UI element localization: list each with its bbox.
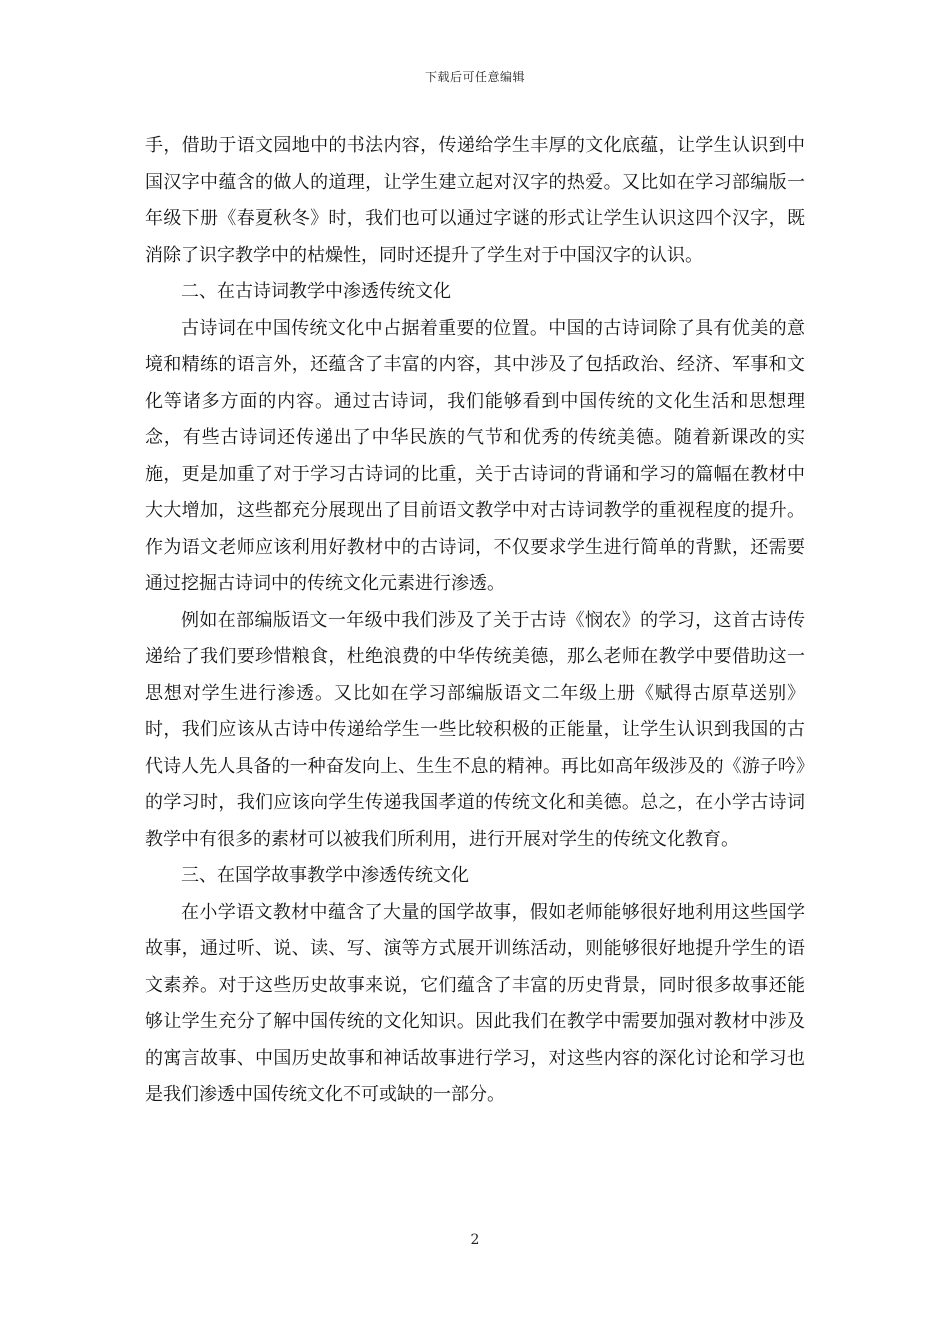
paragraph-ancient-poetry-examples: 例如在部编版语文一年级中我们涉及了关于古诗《悯农》的学习，这首古诗传递给了我们要珍惜粮食，杜绝浪费的中华传统美德，那么老师在教学中要借助这一思想对学生进行渗透。又比如在学习部编版语文二年级上册《赋得古原草送别》时，我们应该从古诗中传递给学生一些比较积极的正能量，让学生认识到我国的古代诗人先人具备的一种奋发向上、生生不息的精神。再比如高年级涉及的《游子吟》的学习时，我们应该向学生传递我国孝道的传统文化和美德。总之，在小学古诗词教学中有很多的素材可以被我们所利用，进行开展对学生的传统文化教育。 — [145, 609, 805, 850]
paragraph-ancient-poetry-intro: 古诗词在中国传统文化中占据着重要的位置。中国的古诗词除了具有优美的意境和精练的语言外，还蕴含了丰富的内容，其中涉及了包括政治、经济、军事和文化等诸多方面的内容。通过古诗词，我们能够看到中国传统的文化生活和思想理念，有些古诗词还传递出了中华民族的气节和优秀的传统美德。随着新课改的实施，更是加重了对于学习古诗词的比重，关于古诗词的背诵和学习的篇幅在教材中大大增加，这些都充分展现出了目前语文教学中对古诗词教学的重视程度的提升。作为语文老师应该利用好教材中的古诗词，不仅要求学生进行简单的背默，还需要通过挖掘古诗词中的传统文化元素进行渗透。 — [145, 317, 805, 594]
section-heading-ancient-poetry: 二、在古诗词教学中渗透传统文化 — [181, 281, 451, 302]
page-number: 2 — [470, 1232, 480, 1248]
page-header: 下载后可任意编辑 — [424, 70, 525, 84]
paragraph-classic-stories: 在小学语文教材中蕴含了大量的国学故事，假如老师能够很好地利用这些国学故事，通过听、说、读、写、演等方式展开训练活动，则能够很好地提升学生的语文素养。对于这些历史故事来说，它们蕴含了丰富的历史背景，同时很多故事还能够让学生充分了解中国传统的文化知识。因此我们在教学中需要加强对教材中涉及的寓言故事、中国历史故事和神话故事进行学习，对这些内容的深化讨论和学习也是我们渗透中国传统文化不可或缺的一部分。 — [145, 901, 805, 1105]
document-body — [145, 128, 805, 1114]
section-heading-classic-stories: 三、在国学故事教学中渗透传统文化 — [181, 865, 469, 886]
paragraph-continuation: 手，借助于语文园地中的书法内容，传递给学生丰厚的文化底蕴，让学生认识到中国汉字中蕴含的做人的道理，让学生建立起对汉字的热爱。又比如在学习部编版一年级下册《春夏秋冬》时，我们也可以通过字谜的形式让学生认识这四个汉字，既消除了识字教学中的枯燥性，同时还提升了学生对于中国汉字的认识。 — [145, 135, 805, 266]
